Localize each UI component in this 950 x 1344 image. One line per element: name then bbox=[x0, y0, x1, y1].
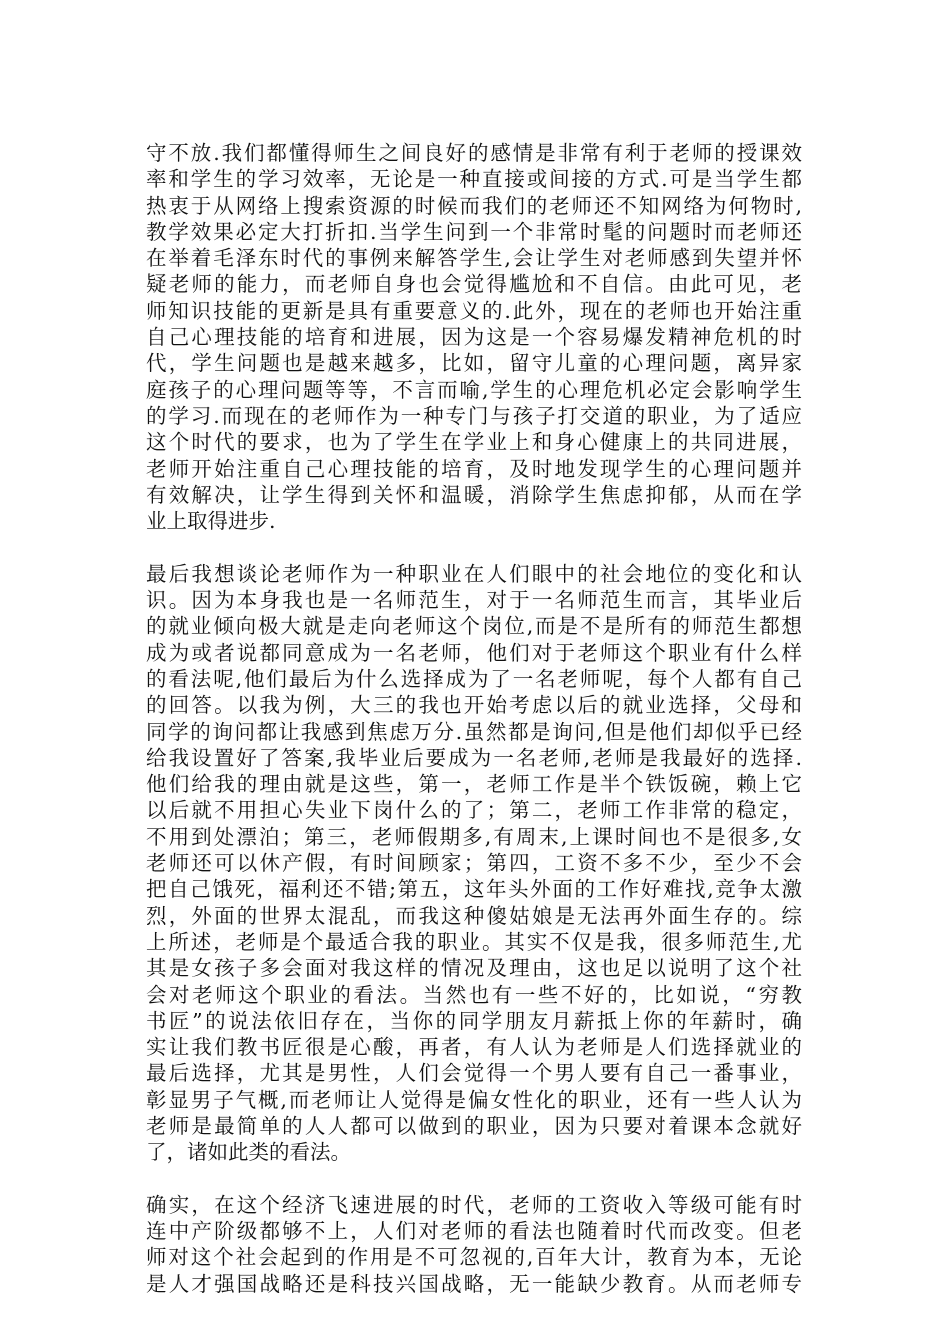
text-line: 老师还可以休产假，有时间顾家；第四，工资不多不少，至少不会 bbox=[146, 851, 802, 876]
paragraph bbox=[146, 561, 802, 1166]
text-line: 师知识技能的更新是具有重要意义的.此外，现在的老师也开始注重 bbox=[146, 298, 802, 323]
text-line: 热衷于从网络上搜索资源的时候而我们的老师还不知网络为何物时, bbox=[146, 193, 802, 218]
text-line: 庭孩子的心理问题等等，不言而喻,学生的心理危机必定会影响学生 bbox=[146, 377, 802, 402]
text-line: 烈，外面的世界太混乱，而我这种傻姑娘是无法再外面生存的。综 bbox=[146, 903, 802, 928]
text-line: 守不放.我们都懂得师生之间良好的感情是非常有利于老师的授课效 bbox=[146, 141, 802, 165]
paragraph-gap bbox=[146, 1166, 802, 1192]
text-line: 最后选择，尤其是男性，人们会觉得一个男人要有自己一番事业， bbox=[146, 1061, 802, 1086]
text-line: 自己心理技能的培育和进展，因为这是一个容易爆发精神危机的时 bbox=[146, 325, 802, 350]
paragraph bbox=[146, 140, 802, 534]
text-line: 疑老师的能力，而老师自身也会觉得尴尬和不自信。由此可见，老 bbox=[146, 272, 802, 297]
text-line: 的看法呢,他们最后为什么选择成为了一名老师呢，每个人都有自己 bbox=[146, 666, 802, 691]
text-line: 成为或者说都同意成为一名老师，他们对于老师这个职业有什么样 bbox=[146, 640, 802, 665]
document-body bbox=[146, 140, 802, 1297]
paragraph bbox=[146, 1192, 802, 1297]
text-line: 是人才强国战略还是科技兴国战略，无一能缺少教育。从而老师专 bbox=[146, 1271, 802, 1296]
text-line: 彰显男子气概,而老师让人觉得是偏女性化的职业，还有一些人认为 bbox=[146, 1087, 802, 1112]
text-line: 在举着毛泽东时代的事例来解答学生,会让学生对老师感到失望并怀 bbox=[146, 246, 802, 271]
text-line: 老师是最简单的人人都可以做到的职业，因为只要对着课本念就好 bbox=[146, 1113, 802, 1138]
text-line: 有效解决，让学生得到关怀和温暖，消除学生焦虑抑郁，从而在学 bbox=[146, 482, 802, 507]
text-line: 其是女孩子多会面对我这样的情况及理由，这也足以说明了这个社 bbox=[146, 956, 802, 981]
text-line: 率和学生的学习效率，无论是一种直接或间接的方式.可是当学生都 bbox=[146, 167, 802, 192]
text-line: 了，诸如此类的看法。 bbox=[146, 1140, 351, 1165]
text-line: 识。因为本身我也是一名师范生，对于一名师范生而言，其毕业后 bbox=[146, 588, 802, 613]
text-line: 最后我想谈论老师作为一种职业在人们眼中的社会地位的变化和认 bbox=[146, 561, 802, 586]
text-line: 把自己饿死，福利还不错;第五，这年头外面的工作好难找,竞争太激 bbox=[146, 877, 802, 902]
text-line: 实让我们教书匠很是心酸，再者，有人认为老师是人们选择就业的 bbox=[146, 1035, 802, 1060]
text-line: 他们给我的理由就是这些，第一，老师工作是半个铁饭碗，赖上它 bbox=[146, 772, 802, 797]
text-line: 代，学生问题也是越来越多，比如，留守儿童的心理问题，离异家 bbox=[146, 351, 802, 376]
text-line: 老师开始注重自己心理技能的培育，及时地发现学生的心理问题并 bbox=[146, 456, 802, 481]
text-line: 会对老师这个职业的看法。当然也有一些不好的，比如说，“穷教 bbox=[146, 982, 802, 1007]
text-line: 连中产阶级都够不上，人们对老师的看法也随着时代而改变。但老 bbox=[146, 1219, 802, 1244]
paragraph-gap bbox=[146, 534, 802, 560]
text-line: 上所述，老师是个最适合我的职业。其实不仅是我，很多师范生,尤 bbox=[146, 929, 802, 954]
text-line: 的就业倾向极大就是走向老师这个岗位,而是不是所有的师范生都想 bbox=[146, 614, 802, 639]
text-line: 确实，在这个经济飞速进展的时代，老师的工资收入等级可能有时 bbox=[146, 1192, 802, 1217]
text-line: 这个时代的要求，也为了学生在学业上和身心健康上的共同进展， bbox=[146, 430, 802, 455]
text-line: 业上取得进步. bbox=[146, 509, 276, 534]
text-line: 给我设置好了答案,我毕业后要成为一名老师,老师是我最好的选择. bbox=[146, 745, 802, 770]
text-line: 教学效果必定大打折扣.当学生问到一个非常时髦的问题时而老师还 bbox=[146, 219, 802, 244]
text-line: 不用到处漂泊；第三，老师假期多,有周末,上课时间也不是很多,女 bbox=[146, 824, 802, 849]
text-line: 同学的询问都让我感到焦虑万分.虽然都是询问,但是他们却似乎已经 bbox=[146, 719, 802, 744]
text-line: 书匠”的说法依旧存在，当你的同学朋友月薪抵上你的年薪时，确 bbox=[146, 1008, 802, 1033]
text-line: 的回答。以我为例，大三的我也开始考虑以后的就业选择，父母和 bbox=[146, 693, 802, 718]
text-line: 的学习.而现在的老师作为一种专门与孩子打交道的职业，为了适应 bbox=[146, 403, 802, 428]
text-line: 以后就不用担心失业下岗什么的了；第二，老师工作非常的稳定， bbox=[146, 798, 802, 823]
text-line: 师对这个社会起到的作用是不可忽视的,百年大计，教育为本，无论 bbox=[146, 1245, 802, 1270]
